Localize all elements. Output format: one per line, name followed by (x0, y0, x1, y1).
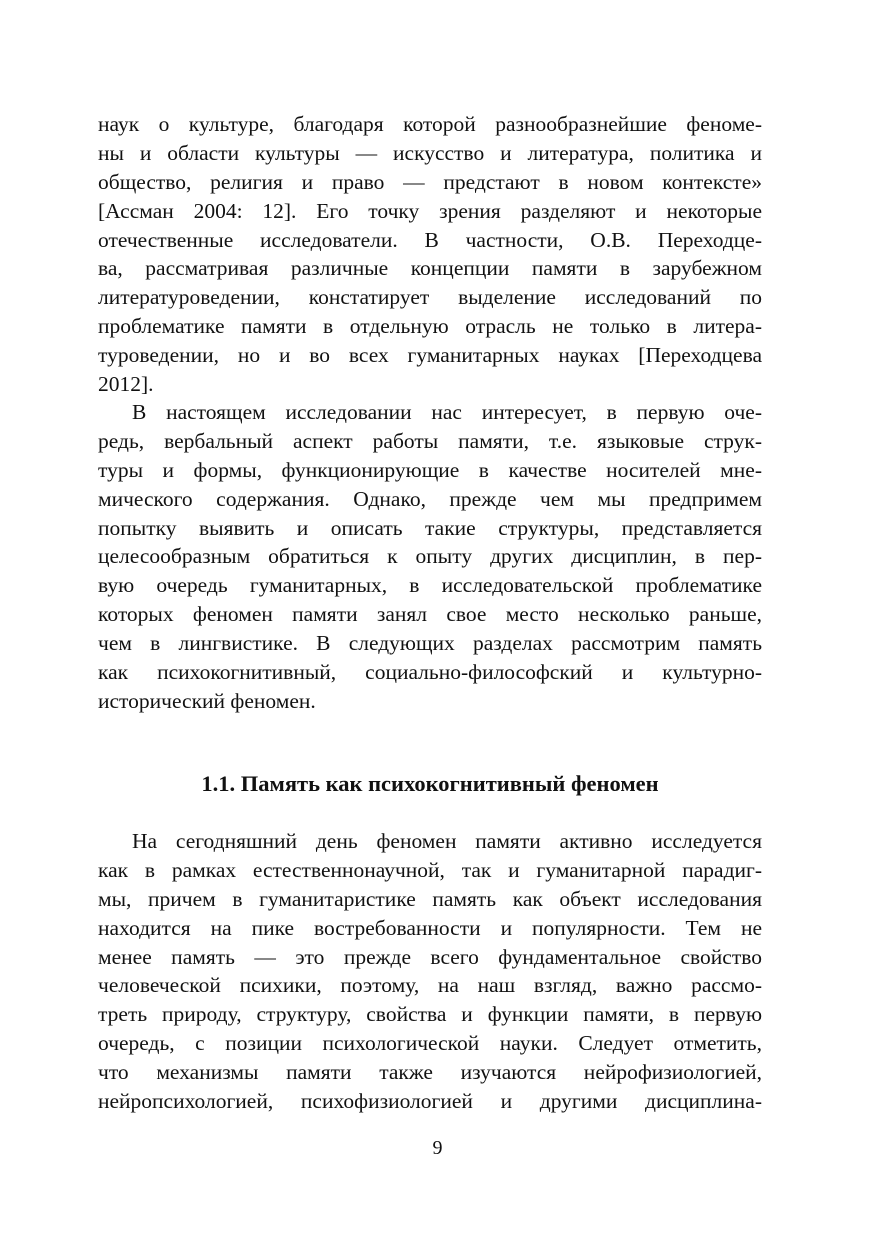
text-line: мы, причем в гуманитаристике память как объект исследования (98, 886, 762, 911)
text-line: как в рамках естественнонаучной, так и гуманитарной парадиг- (98, 857, 762, 882)
text-line: ны и области культуры — искусство и литература, политика и (98, 140, 762, 165)
section-heading: 1.1. Память как психокогнитивный феномен (201, 771, 659, 796)
text-line: мического содержания. Однако, прежде чем мы предпримем (98, 486, 762, 511)
text-line: редь, вербальный аспект работы памяти, т.е. языковые струк- (98, 428, 762, 453)
text-line: наук о культуре, благодаря которой разнообразнейшие феноме- (98, 112, 762, 136)
text-line: общество, религия и право — предстают в новом контексте» (98, 169, 762, 194)
paragraph-research-focus (98, 398, 762, 716)
text-line: вую очередь гуманитарных, в исследовательской проблематике (98, 573, 762, 598)
text-line: литературоведении, констатирует выделение исследований по (98, 285, 762, 310)
text-line: 2012]. (98, 372, 154, 397)
text-line: нейропсихологией, психофизиологией и другими дисциплина- (98, 1089, 762, 1114)
text-line: что механизмы памяти также изучаются нейрофизиологией, (98, 1060, 762, 1085)
text-line: целесообразным обратиться к опыту других дисциплин, в пер- (98, 544, 762, 569)
paragraph-section-intro (98, 827, 762, 1116)
text-line: ва, рассматривая различные концепции памяти в зарубежном (98, 256, 762, 281)
text-line: туры и формы, функционирующие в качестве носителей мне- (98, 457, 762, 482)
text-line: [Ассман 2004: 12]. Его точку зрения разделяют и некоторые (98, 198, 762, 223)
text-line: очередь, с позиции психологической науки. Следует отметить, (98, 1031, 762, 1056)
text-line: менее память — это прежде всего фундаментальное свойство (98, 944, 762, 969)
text-line: как психокогнитивный, социально-философский и культурно- (98, 660, 762, 685)
text-line: проблематике памяти в отдельную отрасль не только в литера- (98, 314, 762, 339)
text-line: В настоящем исследовании нас интересует, в первую оче- (132, 400, 762, 424)
text-line: отечественные исследователи. В частности, О.В. Переходце- (98, 227, 762, 252)
text-line: чем в лингвистике. В следующих разделах рассмотрим память (98, 631, 762, 656)
text-line: туроведении, но и во всех гуманитарных науках [Переходцева (98, 343, 762, 368)
page-number: 9 (432, 1137, 443, 1159)
text-line: исторический феномен. (98, 688, 316, 713)
text-line: На сегодняшний день феномен памяти активно исследуется (132, 829, 762, 853)
text-line: человеческой психики, поэтому, на наш взгляд, важно рассмо- (98, 973, 762, 998)
text-line: треть природу, структуру, свойства и функции памяти, в первую (98, 1002, 762, 1027)
text-line: попытку выявить и описать такие структуры, представляется (98, 515, 762, 540)
text-line: которых феномен памяти занял свое место несколько раньше, (98, 602, 762, 627)
paragraph-continuation (98, 110, 762, 399)
text-line: находится на пике востребованности и популярности. Тем не (98, 915, 762, 940)
